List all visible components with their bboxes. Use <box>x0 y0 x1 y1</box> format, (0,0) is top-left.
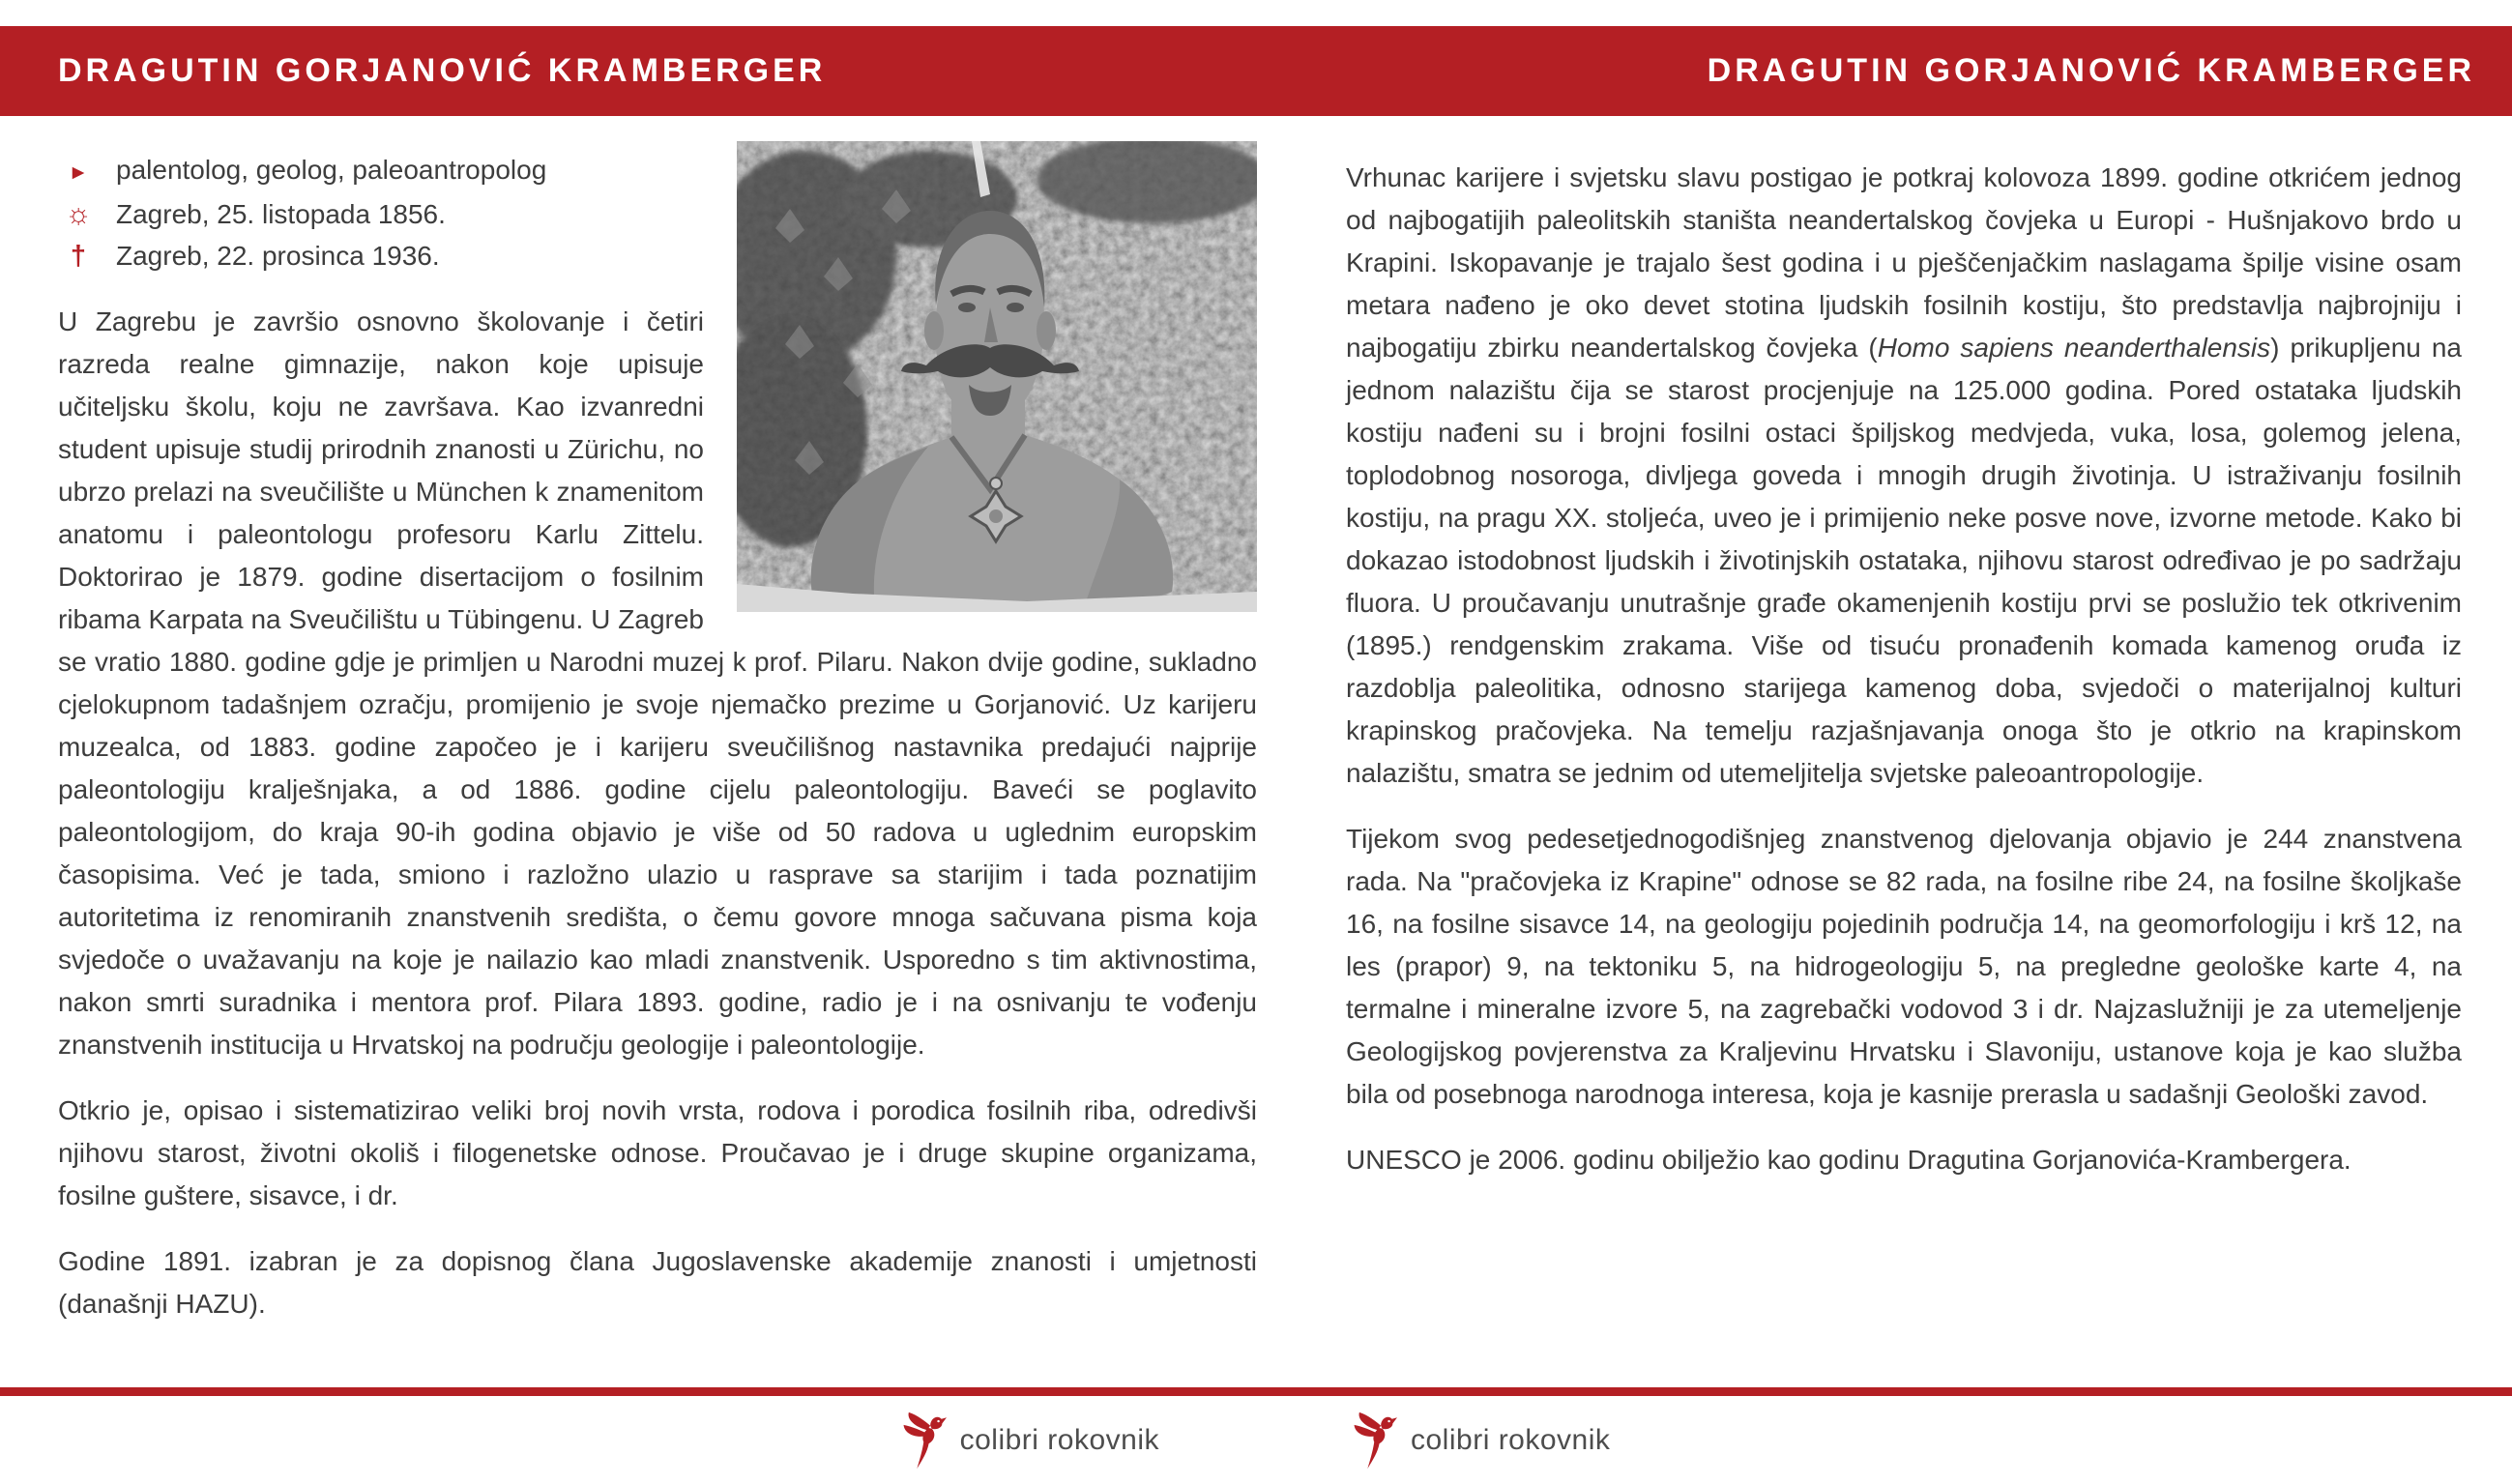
sun-born-icon: ☼ <box>65 198 92 230</box>
biography-paragraph-2: Otkrio je, opisao i sistematizirao veliki broj novih vrsta, rodova i porodica fosilnih riba, odredivši njihovu starost, životni okoliš i filogenetske odnose. Proučavao je i druge skupine organizama, fosilne guštere, sisavce, i dr. <box>58 1095 1257 1210</box>
colibri-logo-right <box>1353 1411 1610 1470</box>
fact-born-text: Zagreb, 25. listopada 1856. <box>116 199 446 229</box>
bust-photo <box>737 141 1257 612</box>
fact-profession-text: palentolog, geolog, paleoantropolog <box>116 155 547 185</box>
right-page <box>1257 116 2512 1181</box>
krapina-text-after-italic: ) prikupljenu na jednom nalazištu čija se starost procjenjuje na 125.000 godina. Pored ostataka ljudskih kostiju nađeni su i brojni fosilni ostaci špiljskog medvjeda, vuka, losa, golemog jelena, toplodobnog nosoroga, divljega goveda i mnogih drugih životinja. U istraživanju fosilnih kostiju, na pragu XX. stoljeća, uveo je i primijenio neke posve nove, izvorne metode. Kako bi dokazao istodobnost ljudskih i životinjskih ostataka, njihovu starost određivao je po sadržaju fluora. U proučavanju unutrašnje građe okamenjenih kostiju prvi se poslužio tek otkrivenim (1895.) rendgenskim zrakama. Više od tisuću pronađenih komada kamenog oruđa iz razdoblja paleolitika, odnosno starijega kamenog doba, svjedoči o materijalnoj kulturi krapinskog pračovjeka. Na temelju razjašnjavanja onoga što je otkrio na krapinskom nalazištu, smatra se jednim od utemeljitelja svjetske paleoantropologije. <box>1346 333 2462 788</box>
header-bar <box>0 26 2512 116</box>
left-page <box>0 116 1257 1325</box>
biography-paragraph-3: Godine 1891. izabran je za dopisnog člana Jugoslavenske akademije znanosti i umjetnosti (današnji HAZU). <box>58 1246 1257 1319</box>
content-area <box>0 116 2512 1325</box>
colibri-logo-left-label: colibri rokovnik <box>959 1423 1159 1456</box>
page-title-right: DRAGUTIN GORJANOVIĆ KRAMBERGER <box>1707 52 2475 89</box>
species-name-italic: Homo sapiens neanderthalensis <box>1877 333 2271 363</box>
fact-profession <box>64 149 704 193</box>
colibri-logo-right-label: colibri rokovnik <box>1411 1423 1611 1456</box>
colibri-logo-left <box>902 1411 1159 1470</box>
fact-died-text: Zagreb, 22. prosinca 1936. <box>116 241 440 271</box>
works-paragraph: Tijekom svog pedesetjednogodišnjeg znanstvenog djelovanja objavio je 244 znanstvena rada. Na "pračovjeka iz Krapine" odnose se 82 rada, na fosilne ribe 24, na fosilne školjkaše 16, na fosilne sisavce 14, na geologiju pojedinih područja 14, na geomorfologiju i krš 12, na les (prapor) 9, na tektoniku 5, na hidrogeologiju 5, na pregledne geološke karte 4, na termalne i mineralne izvore 5, na zagrebački vodovod 3 i dr. Najzaslužniji je za utemeljenje Geologijskog povjerenstva za Kraljevinu Hrvatsku i Slavoniju, ustanove koja je kao služba bila od posebnoga narodnoga interesa, koja je kasnije prerasla u sadašnji Geološki zavod. <box>1346 824 2462 1109</box>
footer-logos <box>0 1396 2512 1484</box>
fact-born <box>64 193 704 235</box>
footer-divider <box>0 1387 2512 1396</box>
krapina-text-before-italic: Vrhunac karijere i svjetsku slavu postigao je potkraj kolovoza 1899. godine otkrićem jednog od najbogatijih paleolitskih staništa neandertalskog čovjeka u Europi - Hušnjakovo brdo u Krapini. Iskopavanje je trajalo šest godina i u pješčenjačkim naslagama špilje visine osam metara nađeno je oko devet stotina ljudskih fosilnih kostiju, što predstavlja najbrojniju i najbogatiju zbirku neandertalskog čovjeka ( <box>1346 162 2462 363</box>
hummingbird-icon <box>1353 1411 1397 1470</box>
bust-photo-illustration <box>737 141 1257 612</box>
page-title-left: DRAGUTIN GORJANOVIĆ KRAMBERGER <box>58 52 827 89</box>
hummingbird-icon <box>902 1411 947 1470</box>
triangle-bullet-icon: ► <box>68 161 89 184</box>
cross-died-icon: † <box>70 241 87 272</box>
fact-died <box>64 235 704 277</box>
krapina-paragraph <box>1346 157 2462 795</box>
biography-paragraph-1: U Zagrebu je završio osnovno školovanje i četiri razreda realne gimnazije, nakon koje upisuje učiteljsku školu, koju ne završava. Kao izvanredni student upisuje studij prirodnih znanosti u Zürichu, no ubrzo prelazi na sveučilište u München k znamenitom anatomu i paleontologu profesoru Karlu Zittelu. Doktorirao je 1879. godine disertacijom o fosilnim ribama Karpata na Sveučilištu u Tübingenu. U Zagreb se vratio 1880. godine gdje je primljen u Narodni muzej k prof. Pilaru. Nakon dvije godine, sukladno cjelokupnom tadašnjem ozračju, promijenio je svoje njemačko prezime u Gorjanović. Uz karijeru muzealca, od 1883. godine započeo je i karijeru sveučilišnog nastavnika predajući najprije paleontologiju kralješnjaka, a od 1886. godine cijelu paleontologiju. Baveći se poglavito paleontologijom, do kraja 90-ih godina objavio je više od 50 radova u uglednim europskim časopisima. Već je tada, smiono i razložno ulazio u rasprave sa starijim i tada poznatijim autoritetima iz renomiranih znanstvenih središta, o čemu govore mnoga sačuvana pisma koja svjedoče o uvažavanju na koje je nailazio kao mladi znanstvenik. Usporedno s tim aktivnostima, nakon smrti suradnika i mentora prof. Pilara 1893. godine, radio je i na osnivanju te vođenju znanstvenih institucija u Hrvatskoj na području geologije i paleontologije. <box>58 306 1257 1060</box>
footer <box>0 1387 2512 1484</box>
unesco-paragraph: UNESCO je 2006. godinu obilježio kao godinu Dragutina Gorjanovića-Krambergera. <box>1346 1145 2351 1175</box>
